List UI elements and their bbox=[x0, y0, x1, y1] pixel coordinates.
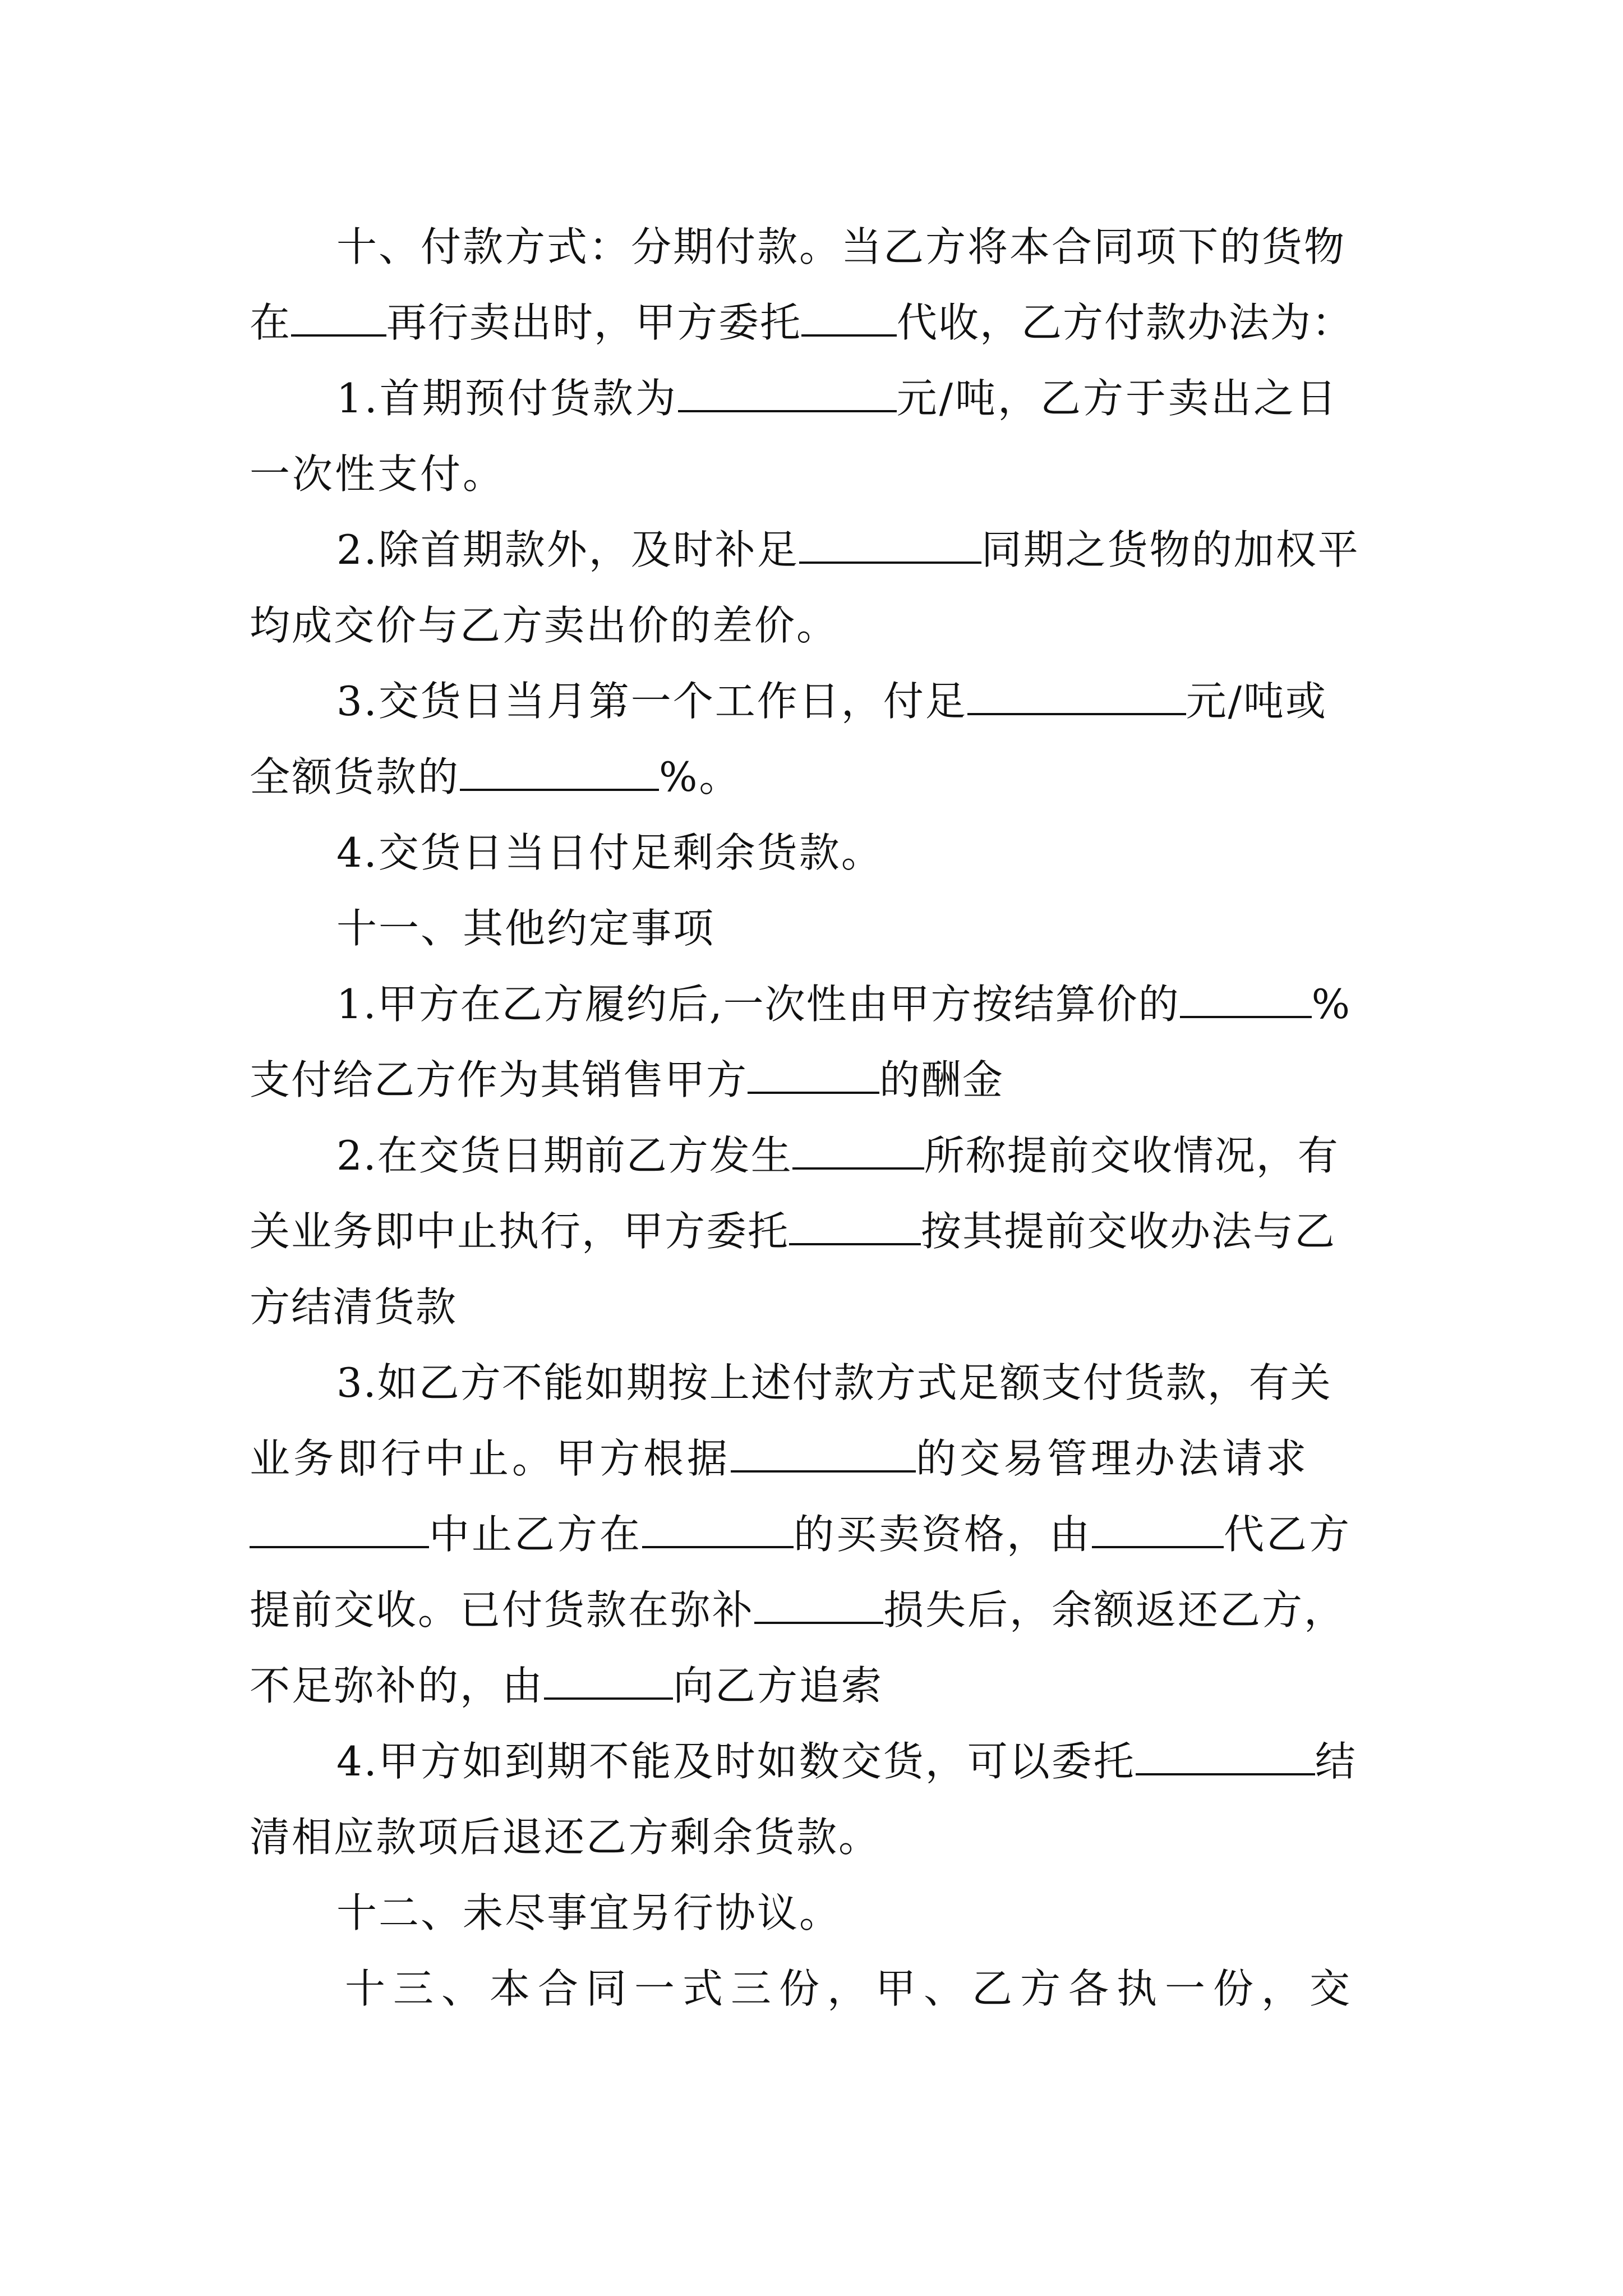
text-line bbox=[250, 595, 838, 656]
text-line bbox=[336, 822, 883, 884]
text-line bbox=[336, 1882, 841, 1944]
text-segment: 向乙方追索 bbox=[673, 1662, 884, 1709]
text-line bbox=[250, 443, 505, 505]
fill-in-blank bbox=[799, 520, 981, 564]
fill-in-blank bbox=[748, 1050, 879, 1094]
fill-in-blank bbox=[967, 671, 1186, 715]
text-segment: 再行卖出时，甲方委托 bbox=[386, 299, 802, 346]
text-segment: 十三、本合同一式三份，甲、乙方各执一份，交 bbox=[345, 1965, 1358, 2012]
text-line bbox=[336, 1352, 1332, 1414]
text-segment: 一次性支付。 bbox=[250, 450, 506, 498]
text-segment: 全额货款的 bbox=[250, 753, 460, 800]
text-segment: 在 bbox=[250, 299, 292, 346]
text-segment: 清相应款项后退还乙方剩余货款。 bbox=[250, 1814, 881, 1861]
text-segment: 均成交价与乙方卖出价的差价。 bbox=[250, 602, 839, 649]
text-segment: 代收，乙方付款办法为： bbox=[897, 299, 1354, 346]
text-segment: 中止乙方在 bbox=[429, 1511, 643, 1558]
fill-in-blank bbox=[291, 293, 386, 337]
text-segment: 十一、其他约定事项 bbox=[336, 905, 716, 952]
text-line bbox=[345, 1958, 1358, 2019]
text-line bbox=[336, 1125, 1339, 1186]
text-segment: 元/吨或 bbox=[1186, 678, 1327, 725]
fill-in-blank bbox=[1180, 974, 1312, 1018]
text-segment: 同期之货物的加权平 bbox=[981, 526, 1360, 573]
text-line bbox=[250, 1503, 1352, 1565]
text-segment: 方结清货款 bbox=[250, 1283, 458, 1331]
text-segment: 不足弥补的，由 bbox=[250, 1662, 545, 1709]
fill-in-blank bbox=[642, 1504, 794, 1548]
text-segment: 按其提前交收办法与乙 bbox=[921, 1208, 1336, 1255]
text-segment: 3.交货日当月第一个工作日，付足 bbox=[336, 678, 967, 725]
text-segment: 十、付款方式：分期付款。当乙方将本合同项下的货物 bbox=[336, 223, 1347, 270]
text-line bbox=[250, 292, 1353, 353]
text-line bbox=[336, 1731, 1357, 1792]
fill-in-blank bbox=[792, 1126, 924, 1170]
text-segment: 损失后，余额返还乙方， bbox=[883, 1586, 1347, 1634]
text-line bbox=[250, 1200, 1336, 1262]
fill-in-blank bbox=[544, 1656, 673, 1700]
text-line bbox=[336, 216, 1346, 278]
text-segment: 支付给乙方作为其销售甲方 bbox=[250, 1056, 748, 1103]
text-line bbox=[250, 1049, 1004, 1111]
text-segment: 元/吨，乙方于卖出之日 bbox=[896, 375, 1339, 422]
text-segment: 的酬金 bbox=[879, 1056, 1004, 1103]
text-line bbox=[336, 519, 1360, 581]
fill-in-blank bbox=[754, 1580, 883, 1624]
text-segment: 2.除首期款外，及时补足 bbox=[336, 526, 799, 573]
text-line bbox=[250, 746, 741, 808]
text-segment: 业务即行中止。甲方根据 bbox=[250, 1435, 731, 1482]
fill-in-blank bbox=[789, 1202, 921, 1245]
fill-in-blank bbox=[1136, 1732, 1315, 1775]
text-segment: 所称提前交收情况，有 bbox=[924, 1132, 1339, 1179]
text-line bbox=[250, 1428, 1310, 1489]
text-segment: 3.如乙方不能如期按上述付款方式足额支付货款，有关 bbox=[336, 1359, 1332, 1406]
text-segment: %。 bbox=[659, 753, 741, 800]
fill-in-blank bbox=[1092, 1504, 1224, 1548]
text-segment: 2.在交货日期前乙方发生 bbox=[336, 1132, 792, 1179]
text-segment: 结 bbox=[1315, 1738, 1357, 1785]
text-segment: 1.甲方在乙方履约后,一次性由甲方按结算价的 bbox=[336, 981, 1180, 1028]
fill-in-blank bbox=[731, 1429, 916, 1473]
text-line bbox=[250, 1655, 883, 1717]
fill-in-blank bbox=[801, 293, 897, 337]
fill-in-blank bbox=[678, 369, 897, 412]
text-line bbox=[250, 1579, 1346, 1641]
fill-in-blank bbox=[460, 747, 659, 791]
text-line bbox=[336, 973, 1351, 1035]
text-segment: 的交易管理办法请求 bbox=[916, 1435, 1310, 1482]
text-line bbox=[250, 1806, 880, 1868]
text-segment: 4.交货日当日付足剩余货款。 bbox=[336, 829, 883, 876]
text-segment: 1.首期预付货款为 bbox=[336, 375, 678, 422]
text-line bbox=[336, 367, 1339, 429]
text-segment: 代乙方 bbox=[1224, 1511, 1352, 1558]
fill-in-blank bbox=[250, 1504, 429, 1548]
text-segment: 4.甲方如到期不能及时如数交货，可以委托 bbox=[336, 1738, 1136, 1785]
text-segment: 关业务即中止执行，甲方委托 bbox=[250, 1208, 790, 1255]
text-segment: 的买卖资格，由 bbox=[794, 1511, 1092, 1558]
text-segment: 十二、未尽事宜另行协议。 bbox=[336, 1889, 842, 1936]
text-segment: 提前交收。已付货款在弥补 bbox=[250, 1586, 755, 1634]
text-segment: % bbox=[1311, 981, 1352, 1028]
text-line bbox=[250, 1276, 457, 1338]
text-line bbox=[336, 670, 1327, 732]
text-line bbox=[336, 898, 715, 959]
